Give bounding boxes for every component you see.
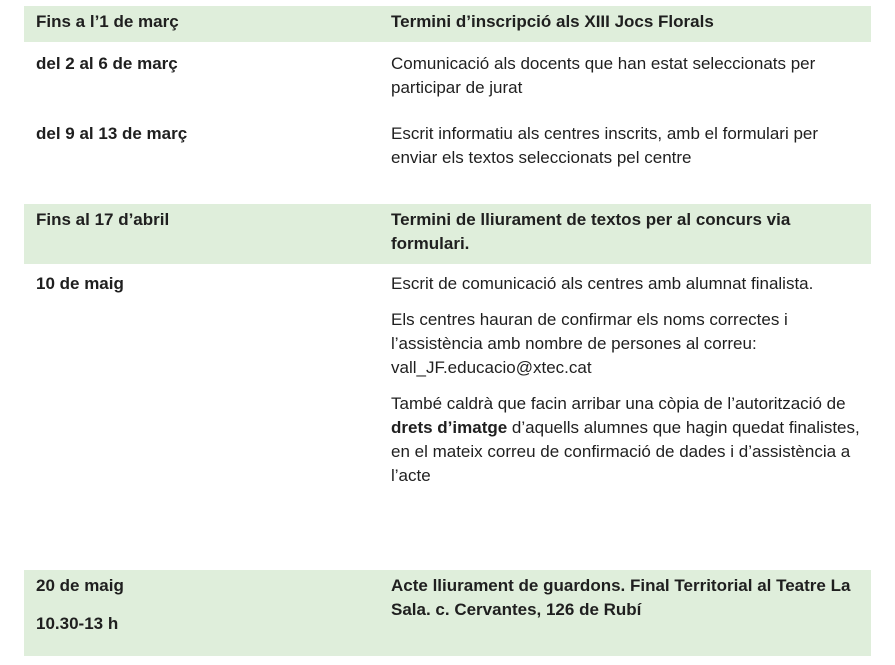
- description-paragraph: Els centres hauran de confirmar els noms correctes i l’assistència amb nombre de persones al correu: vall_JF.educacio@xtec.cat: [391, 310, 788, 377]
- row-date-day: 20 de maig: [36, 576, 124, 595]
- row-description: Acte lliurament de guardons. Final Territorial al Teatre La Sala. c. Cervantes, 126 de Rubí: [391, 576, 851, 619]
- image-rights-emphasis: drets d’imatge: [391, 418, 508, 437]
- row-date: 10 de maig: [36, 274, 124, 293]
- paragraph-text: d’aquells alumnes que hagin quedat finalistes, en el mateix correu de confirmació de dades i d’assistència a l’acte: [391, 418, 860, 485]
- schedule-row: [24, 112, 871, 204]
- schedule-row: [24, 264, 871, 570]
- schedule-table: [24, 6, 871, 656]
- row-date-time: 10.30-13 h: [36, 614, 119, 633]
- schedule-row: [24, 204, 871, 264]
- row-description: Comunicació als docents que han estat seleccionats per participar de jurat: [391, 54, 816, 97]
- row-description: Escrit informatiu als centres inscrits, amb el formulari per enviar els textos seleccionats pel centre: [391, 124, 819, 167]
- schedule-row: [24, 6, 871, 42]
- row-date: del 2 al 6 de març: [36, 54, 178, 73]
- row-date: Fins al 17 d’abril: [36, 210, 170, 229]
- row-description: [391, 272, 871, 570]
- row-date: [24, 574, 391, 656]
- description-paragraph: Escrit de comunicació als centres amb alumnat finalista.: [391, 274, 814, 293]
- paragraph-text: També caldrà que facin arribar una còpia de l’autorització de: [391, 394, 846, 413]
- schedule-row: [24, 42, 871, 112]
- row-description: Termini d’inscripció als XIII Jocs Florals: [391, 12, 714, 31]
- row-date: del 9 al 13 de març: [36, 124, 188, 143]
- schedule-row: [24, 570, 871, 656]
- description-paragraph: [391, 392, 863, 488]
- row-description: Termini de lliurament de textos per al concurs via formulari.: [391, 210, 791, 253]
- row-date: Fins a l’1 de març: [36, 12, 179, 31]
